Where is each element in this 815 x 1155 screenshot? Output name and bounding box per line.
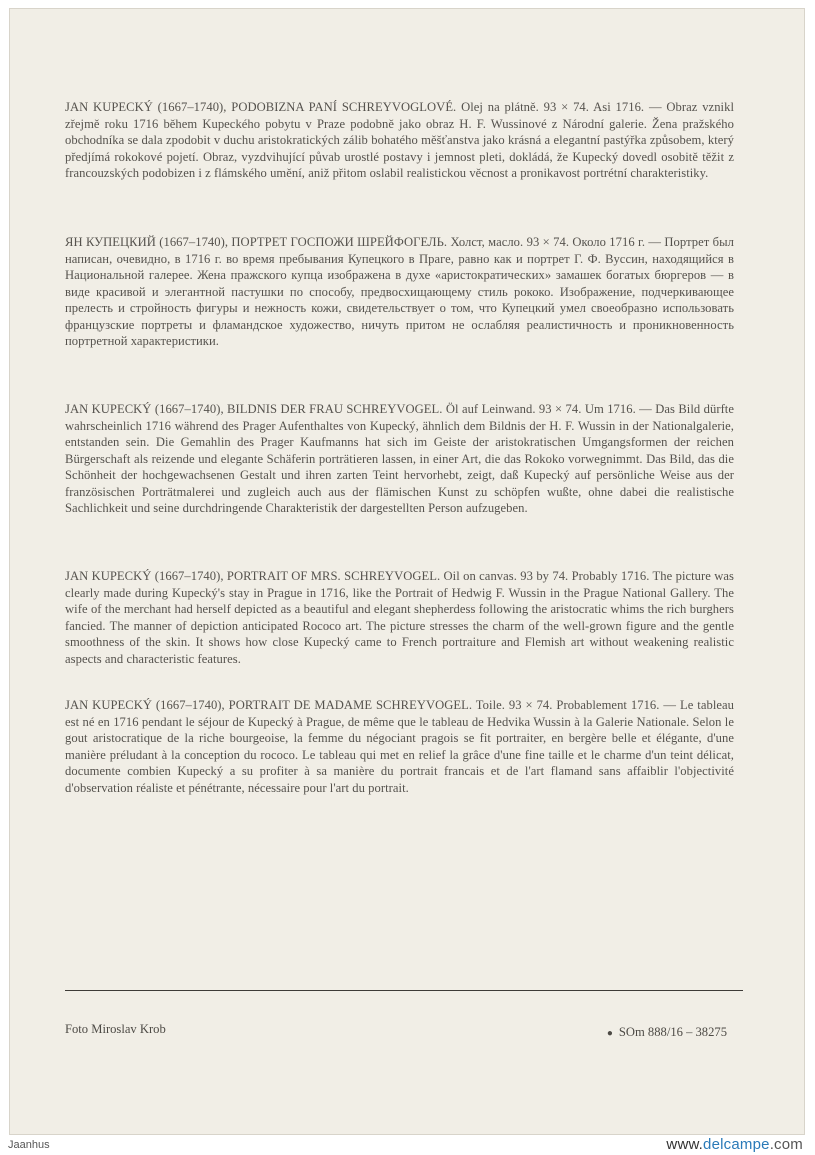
watermark-suffix: .com <box>769 1136 803 1153</box>
paragraph-text: JAN KUPECKÝ (1667–1740), PORTRAIT DE MADAME SCHREYVOGEL. Toile. 93 × 74. Probablement 1716. — Le tableau est né en 1716 pendant le séjour de Kupecký à Prague, de même que le tableau de Hedvika Wussin à la Galerie Nationale. Selon le gout aristocratique de la riche bourgeoise, la femme du négociant pragois se fit portraiter, en bergère belle et élégante, d'une manière préludant à la conception du rococo. Le tableau qui met en relief la grâce d'une fine taille et le charme d'un teint délicat, documente combien Kupecký a su profiter à sa manière du portrait francais et de l'art flamand sans affaiblir l'objectivité d'observation réaliste et pénétrante, nécessaire pour l'art du portrait. <box>65 698 734 795</box>
description-french <box>65 697 734 796</box>
photo-credit: Foto Miroslav Krob <box>65 1022 166 1036</box>
catalog-code-text: SOm 888/16 – 38275 <box>618 1025 727 1039</box>
watermark-prefix: www. <box>666 1136 704 1153</box>
description-russian <box>65 234 734 350</box>
catalog-code <box>607 1025 727 1040</box>
site-watermark-left: Jaanhus <box>8 1139 50 1151</box>
paragraph-text: JAN KUPECKÝ (1667–1740), BILDNIS DER FRAU SCHREYVOGEL. Öl auf Leinwand. 93 × 74. Um 1716. — Das Bild dürfte wahrscheinlich 1716 während des Prager Aufenthaltes von Kupecký, ähnlich dem Bildnis der H. F. Wussin in der Nationalgalerie, entstanden sein. Die Gemahlin des Prager Kaufmanns hat sich im Geiste der aristokratischen Umgangsformen der reichen Bürgerschaft als reizende und elegante Schäferin porträtieren lassen, in einer Art, die das Rokoko vorwegnimmt. Das Bild, das die Schönheit der hochgewachsenen Gestalt und ihren zarten Teint hervorhebt, zeigt, daß Kupecký auf persönliche Weise aus der französischen Porträtmalerei und zugleich auch aus der flämischen Kunst zu schöpfen wußte, ohne dabei die realistische Sachlichkeit und seine durchdringende Charakteristik der dargestellten Person aufzugeben. <box>65 402 734 515</box>
paragraph-text: ЯН КУПЕЦКИЙ (1667–1740), ПОРТРЕТ ГОСПОЖИ ШРЕЙФОГЕЛЬ. Холст, масло. 93 × 74. Около 1716 г. — Портрет был написан, очевидно, в 1716 г. во время пребывания Купецкого в Праге, равно как и портрет Г. Ф. Вуссин, находящийся в Национальной галерее. Жена пражского купца изображена в духе «аристократических» замашек богатых бюргеров — в виде красивой и элегантной пастушки по способу, предвосхищающему стиль рококо. Изображение, подчеркивающее прелесть и стройность фигуры и нежность кожи, свидетельствует о том, что Купецкий умел своеобразно использовать французские портреты и фламандское художество, ничуть притом не ослабляя реалистичность и проникновенность портретной характеристики. <box>65 235 734 348</box>
site-watermark-right <box>666 1136 803 1153</box>
paragraph-text: JAN KUPECKÝ (1667–1740), PODOBIZNA PANÍ SCHREYVOGLOVÉ. Olej na plátně. 93 × 74. Asi 1716. — Obraz vznikl zřejmě roku 1716 během Kupeckého pobytu v Praze podobně jako obraz H. F. Wussinové z Národní galerie. Žena pražského obchodníka se dala zpodobit v duchu aristokratických zálib bohatého měšťanstva jako krásná a elegantní pastýřka způsobem, který předjímá rokokové pojetí. Obraz, vyzdvihující půvab urostlé postavy i jemnost pleti, dokládá, že Kupecký dovedl osobitě těžit z francouzských podobizen i z flámského umění, aniž přitom oslabil realistickou věcnost a pronikavost portrétní charakteristiky. <box>65 100 734 180</box>
description-english <box>65 568 734 667</box>
bullet-icon: ● <box>606 1028 613 1039</box>
watermark-brand: delcampe <box>703 1136 770 1153</box>
description-german <box>65 401 734 517</box>
divider-line <box>65 990 743 991</box>
paragraph-text: JAN KUPECKÝ (1667–1740), PORTRAIT OF MRS. SCHREYVOGEL. Oil on canvas. 93 by 74. Probably 1716. The picture was clearly made during Kupecký's stay in Prague in 1716, like the Portrait of Hedwig F. Wussin in the Prague National Gallery. The wife of the merchant had herself depicted as a beautiful and elegant shepherdess following the aristocratic whims the rich burghers fancied. The manner of depiction anticipated Rococo art. The picture stresses the charm of the well-grown figure and the gentle smoothness of the skin. It shows how close Kupecký came to French portraiture and Flemish art without weakening realistic aspects and characteristic features. <box>65 569 734 666</box>
description-czech <box>65 99 734 182</box>
postcard-back <box>9 8 805 1135</box>
